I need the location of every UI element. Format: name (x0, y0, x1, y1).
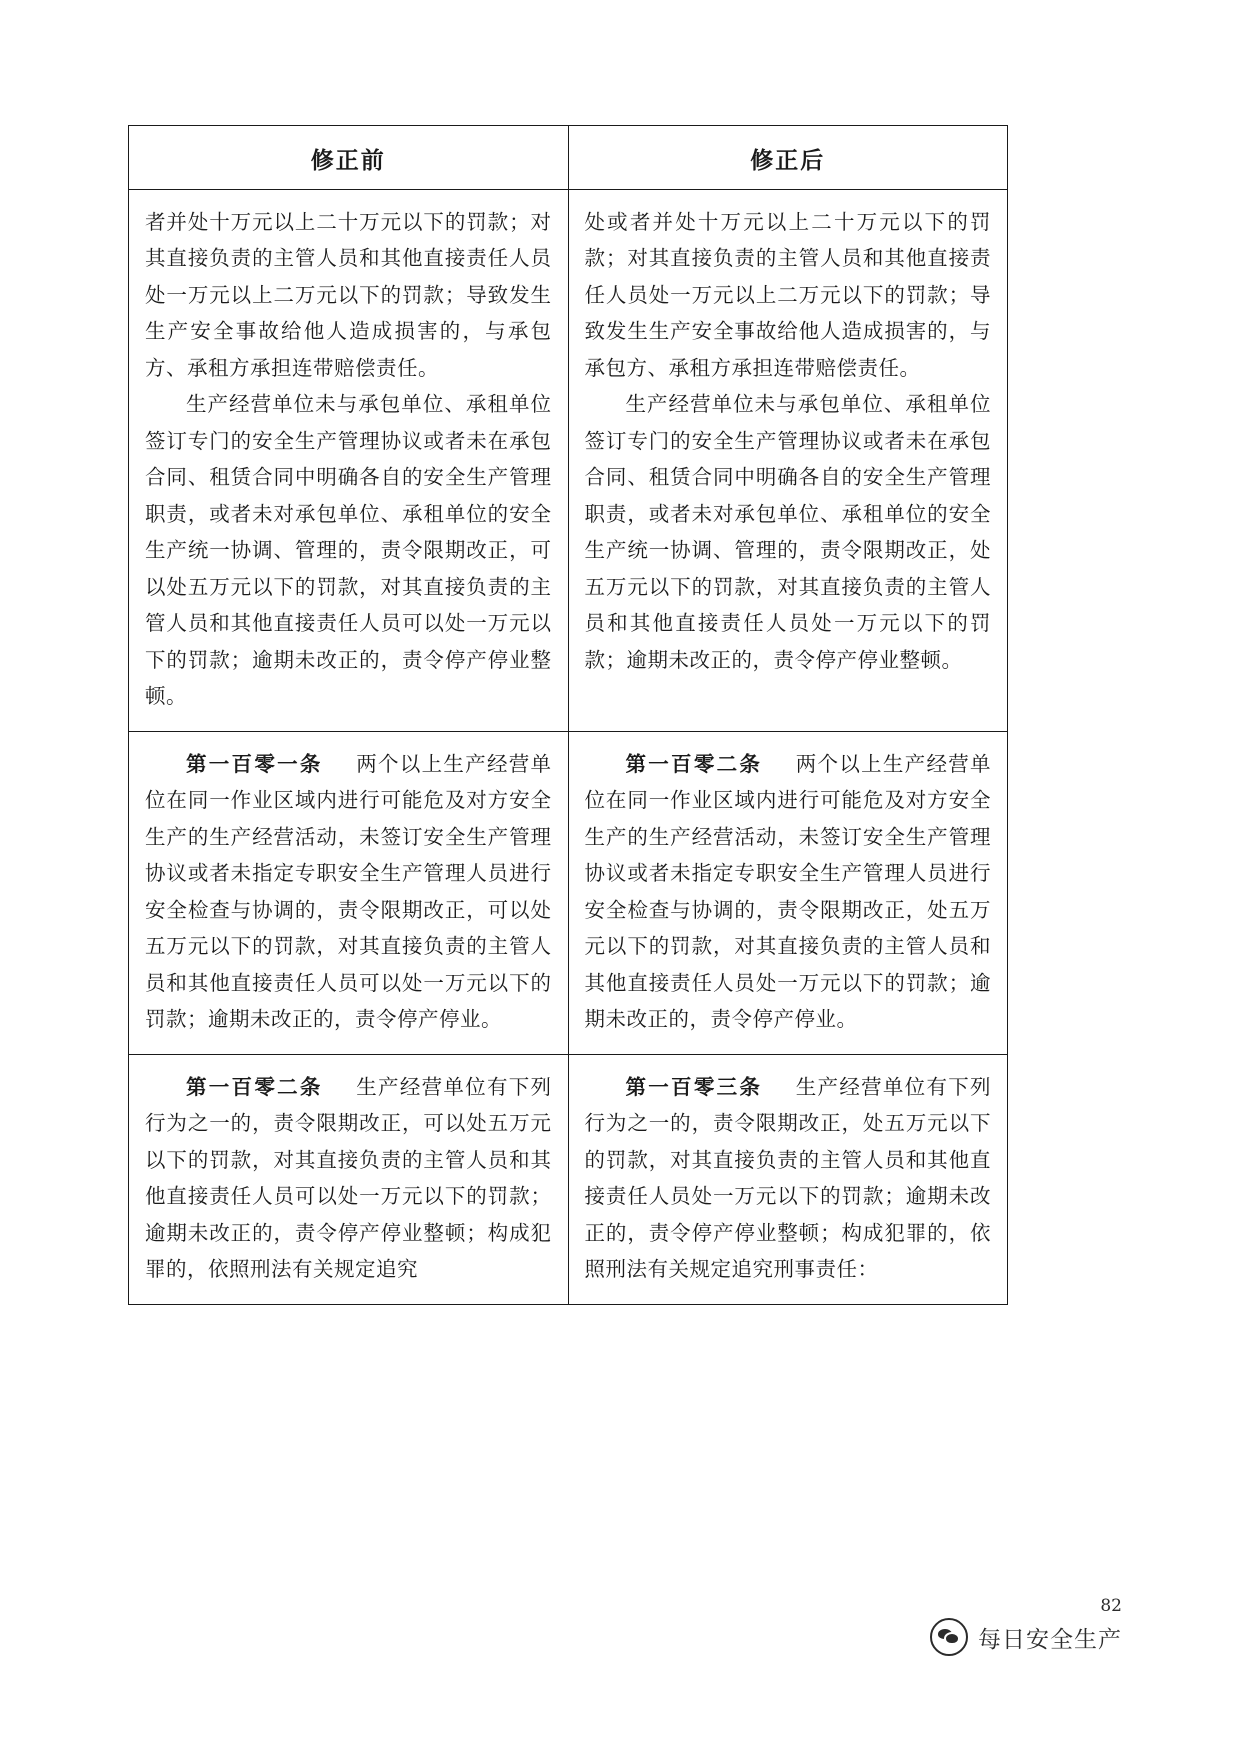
paragraph-after-2-1 (585, 746, 992, 1038)
cell-after-2 (568, 731, 1008, 1054)
cell-before-3 (129, 1054, 569, 1304)
comparison-table (128, 125, 1008, 1305)
wechat-badge (930, 1618, 1122, 1656)
table-row (129, 1054, 1008, 1304)
paragraph-after-3-1 (585, 1069, 992, 1288)
column-header-after: 修正后 (568, 126, 1008, 190)
article-text-after-2: 两个以上生产经营单位在同一作业区域内进行可能危及对方安全生产的生产经营活动，未签订安全生产管理协议或者未指定专职安全生产管理人员进行安全检查与协调的，责令限期改正，处五万元以下的罚款，对其直接负责的主管人员和其他直接责任人员处一万元以下的罚款；逾期未改正的，责令停产停业。 (584, 751, 992, 1032)
article-number-after-2: 第一百零二条 (625, 751, 763, 776)
wechat-icon (930, 1618, 968, 1656)
cell-after-3 (568, 1054, 1008, 1304)
cell-before-2 (129, 731, 569, 1054)
article-text-before-2: 两个以上生产经营单位在同一作业区域内进行可能危及对方安全生产的生产经营活动，未签订安全生产管理协议或者未指定专职安全生产管理人员进行安全检查与协调的，责令限期改正，可以处五万元以下的罚款，对其直接负责的主管人员和其他直接责任人员可以处一万元以下的罚款；逾期未改正的，责令停产停业。 (145, 751, 552, 1032)
article-number-before-2: 第一百零一条 (186, 751, 323, 776)
paragraph-before-3-1 (145, 1069, 552, 1288)
page-number: 82 (1100, 1596, 1122, 1616)
cell-after-1 (568, 190, 1008, 732)
article-number-before-3: 第一百零二条 (186, 1074, 323, 1099)
table-header-row (129, 126, 1008, 190)
table-row (129, 190, 1008, 732)
paragraph-before-1-2: 生产经营单位未与承包单位、承租单位签订专门的安全生产管理协议或者未在承包合同、租赁合同中明确各自的安全生产管理职责，或者未对承包单位、承租单位的安全生产统一协调、管理的，责令限期改正，可以处五万元以下的罚款，对其直接负责的主管人员和其他直接责任人员可以处一万元以下的罚款；逾期未改正的，责令停产停业整顿。 (145, 392, 552, 709)
wechat-account-name: 每日安全生产 (978, 1626, 1122, 1653)
column-header-before: 修正前 (129, 126, 569, 190)
paragraph-before-2-1 (145, 746, 552, 1038)
paragraph-after-1-2: 生产经营单位未与承包单位、承租单位签订专门的安全生产管理协议或者未在承包合同、租赁合同中明确各自的安全生产管理职责，或者未对承包单位、承租单位的安全生产统一协调、管理的，责令限期改正，处五万元以下的罚款，对其直接负责的主管人员和其他直接责任人员处一万元以下的罚款；逾期未改正的，责令停产停业整顿。 (584, 392, 991, 672)
article-text-after-3: 生产经营单位有下列行为之一的，责令限期改正，处五万元以下的罚款，对其直接负责的主管人员和其他直接责任人员处一万元以下的罚款；逾期未改正的，责令停产停业整顿；构成犯罪的，依照刑法有关规定追究刑事责任： (584, 1074, 992, 1282)
table-row (129, 731, 1008, 1054)
paragraph-before-1-1: 者并处十万元以上二十万元以下的罚款；对其直接负责的主管人员和其他直接责任人员处一万元以上二万元以下的罚款；导致发生生产安全事故给他人造成损害的，与承包方、承租方承担连带赔偿责任。 (145, 210, 552, 380)
paragraph-after-1-1: 处或者并处十万元以上二十万元以下的罚款；对其直接负责的主管人员和其他直接责任人员处一万元以上二万元以下的罚款；导致发生生产安全事故给他人造成损害的，与承包方、承租方承担连带赔偿责任。 (584, 210, 991, 380)
cell-before-1 (129, 190, 569, 732)
article-text-before-3: 生产经营单位有下列行为之一的，责令限期改正，可以处五万元以下的罚款，对其直接负责的主管人员和其他直接责任人员可以处一万元以下的罚款；逾期未改正的，责令停产停业整顿；构成犯罪的，依照刑法有关规定追究 (145, 1074, 552, 1282)
article-number-after-3: 第一百零三条 (625, 1074, 763, 1099)
